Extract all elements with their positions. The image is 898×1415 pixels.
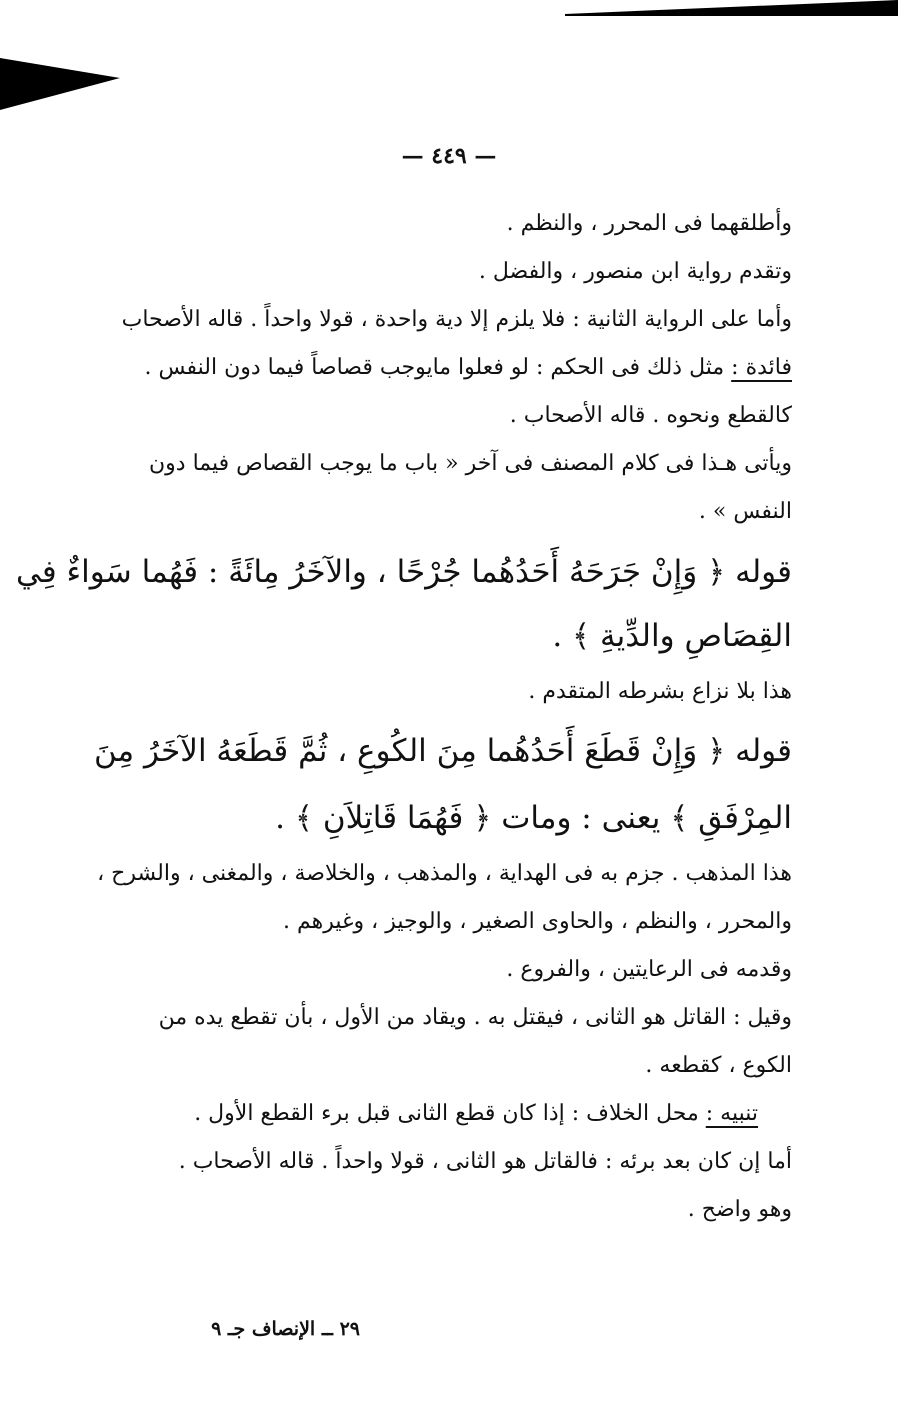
text-line: وتقدم رواية ابن منصور ، والفضل . [478,259,792,284]
text-line: وأما على الرواية الثانية : فلا يلزم إلا دية واحدة ، قولا واحداً . قاله الأصحاب [121,307,792,332]
scan-corner-shadow [0,58,120,110]
text-line: كالقطع ونحوه . قاله الأصحاب . [509,403,792,428]
body-text [16,200,792,1234]
text-line: أما إن كان بعد برئه : فالقاتل هو الثانى ، قولا واحداً . قاله الأصحاب . [178,1149,792,1174]
tanbih-label: تنبيه : [705,1101,758,1126]
footer-signature: ٢٩ ــ الإنصاف جـ ٩ [211,1318,360,1340]
quote-line: القِصَاصِ والدِّيةِ ﴾ . [552,618,792,654]
text-line-tanbih [180,1090,792,1138]
text-line-faida [144,344,792,392]
text-line: وأطلقهما فى المحرر ، والنظم . [506,211,792,236]
quote-line: قوله ﴿ وَإِنْ جَرَحَهُ أَحَدُهُما جُرْحًا ، والآخَرُ مِائَةً : فَهُما سَواءٌ فِي [16,554,792,590]
text-line: وقيل : القاتل هو الثانى ، فيقتل به . ويقاد من الأول ، بأن تقطع يده من [158,1005,792,1030]
text-line: هذا بلا نزاع بشرطه المتقدم . [528,679,792,704]
text-line: الكوع ، كقطعه . [645,1053,792,1078]
text-line: وقدمه فى الرعايتين ، والفروع . [506,957,792,982]
text-line: هذا المذهب . جزم به فى الهداية ، والمذهب ، والخلاصة ، والمغنى ، والشرح ، [97,861,792,886]
text-line: النفس » . [698,499,792,524]
text-line: ويأتى هـذا فى كلام المصنف فى آخر « باب ما يوجب القصاص فيما دون [149,451,792,476]
quote-line: قوله ﴿ وَإِنْ قَطَعَ أَحَدُهُما مِنَ الكُوعِ ، ثُمَّ قَطَعَهُ الآخَرُ مِنَ [93,733,792,769]
tanbih-text: محل الخلاف : إذا كان قطع الثانى قبل برء القطع الأول . [194,1101,699,1126]
faida-text: مثل ذلك فى الحكم : لو فعلوا مايوجب قصاصاً فيما دون النفس . [144,355,725,380]
quote-line: المِرْفَقِ ﴾ يعنى : ومات ﴿ فَهُمَا قَاتِلاَنِ ﴾ . [275,800,792,836]
scan-edge-mark [565,0,898,16]
text-line: والمحرر ، والنظم ، والحاوى الصغير ، والوجيز ، وغيرهم . [282,909,792,934]
text-line: وهو واضح . [687,1197,792,1222]
page-number: — ٤٤٩ — [401,143,497,169]
faida-label: فائدة : [731,355,792,380]
